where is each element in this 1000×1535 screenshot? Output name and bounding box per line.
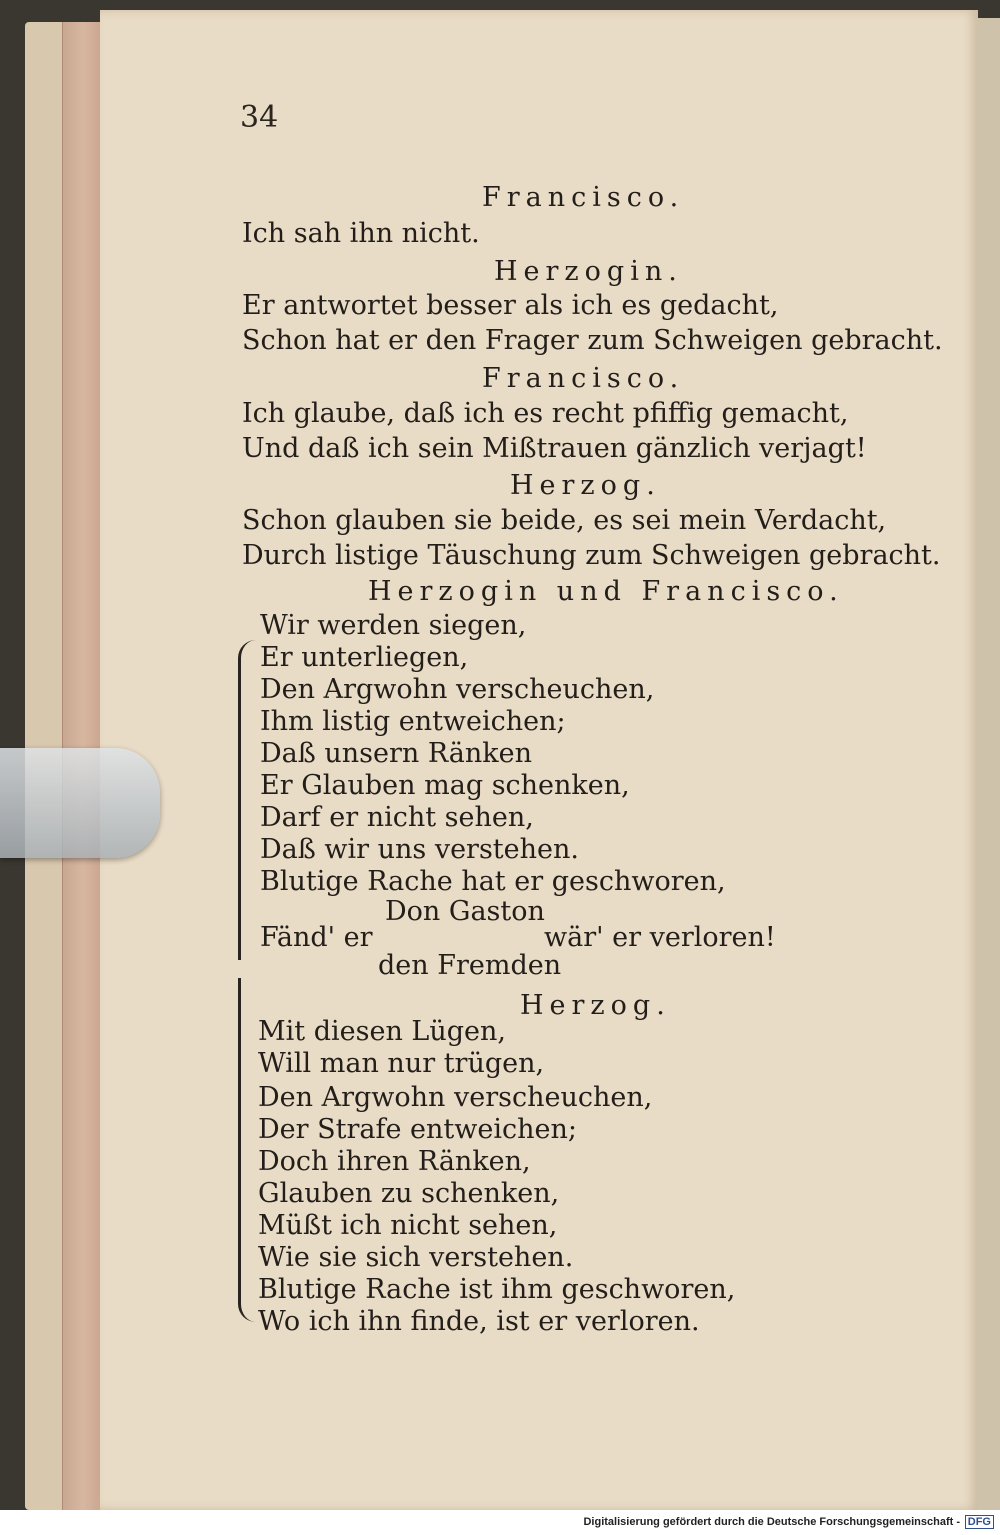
verse-line: Und daß ich sein Mißtrauen gänzlich verjagt! <box>242 433 867 464</box>
verse-line: Don Gaston <box>385 896 545 927</box>
dfg-logo: DFG <box>965 1515 994 1529</box>
verse-line: Er antwortet besser als ich es gedacht, <box>242 290 779 321</box>
verse-line: Daß unsern Ränken <box>260 738 533 769</box>
footer-credit: Digitalisierung gefördert durch die Deutsche Forschungsgemeinschaft - <box>583 1516 960 1528</box>
page-clip <box>0 748 160 858</box>
verse-line: Ich glaube, daß ich es recht pfiffig gemacht, <box>242 398 849 429</box>
verse-line: Wie sie sich verstehen. <box>258 1242 574 1273</box>
speaker-name: Herzogin und Francisco. <box>368 576 844 607</box>
verse-line: Blutige Rache hat er geschworen, <box>260 866 726 897</box>
verse-line: Müßt ich nicht sehen, <box>258 1210 558 1241</box>
verse-line: Der Strafe entweichen; <box>258 1114 577 1145</box>
verse-line: Schon hat er den Frager zum Schweigen gebracht. <box>242 325 943 356</box>
facing-page-edge <box>978 18 1000 1510</box>
verse-line: Ich sah ihn nicht. <box>242 218 480 249</box>
speaker-name: Francisco. <box>482 182 685 213</box>
verse-line: Will man nur trügen, <box>258 1048 545 1079</box>
verse-line: Durch listige Täuschung zum Schweigen gebracht. <box>242 540 941 571</box>
verse-line: den Fremden <box>378 950 562 981</box>
speaker-name: Herzog. <box>510 470 661 501</box>
footer-bar <box>0 1510 1000 1535</box>
speaker-name: Herzogin. <box>494 256 683 287</box>
verse-line: wär' er verloren! <box>544 922 776 953</box>
verse-line: Blutige Rache ist ihm geschworen, <box>258 1274 736 1305</box>
verse-line: Den Argwohn verscheuchen, <box>260 674 655 705</box>
speaker-name: Herzog. <box>520 990 671 1021</box>
verse-line: Daß wir uns verstehen. <box>260 834 579 865</box>
verse-line: Wir werden siegen, <box>260 610 527 641</box>
verse-line: Mit diesen Lügen, <box>258 1016 506 1047</box>
verse-line: Glauben zu schenken, <box>258 1178 560 1209</box>
verse-line: Schon glauben sie beide, es sei mein Verdacht, <box>242 505 887 536</box>
verse-line: Wo ich ihn finde, ist er verloren. <box>258 1306 700 1337</box>
verse-line: Doch ihren Ränken, <box>258 1146 531 1177</box>
verse-line: Er unterliegen, <box>260 642 469 673</box>
verse-line: Er Glauben mag schenken, <box>260 770 630 801</box>
speaker-name: Francisco. <box>482 363 685 394</box>
page-number: 34 <box>240 100 279 135</box>
verse-line: Darf er nicht sehen, <box>260 802 534 833</box>
verse-line: Ihm listig entweichen; <box>260 706 566 737</box>
verse-line: Den Argwohn verscheuchen, <box>258 1082 653 1113</box>
verse-line: Fänd' er <box>260 922 373 953</box>
